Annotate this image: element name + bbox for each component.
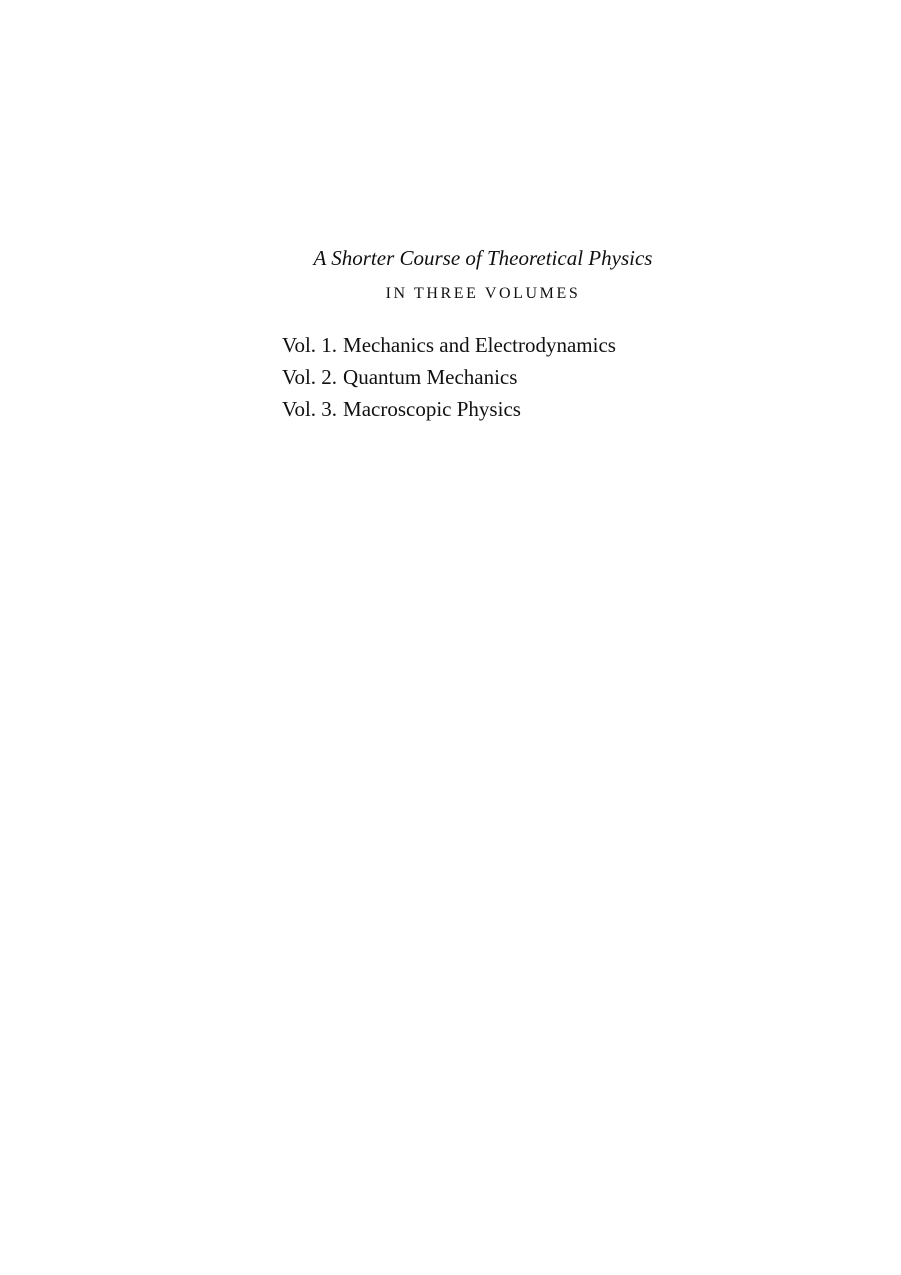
volume-list (282, 329, 616, 425)
volume-item-1 (282, 329, 616, 361)
volume-number: Vol. 3. (282, 397, 338, 421)
volume-number: Vol. 1. (282, 333, 338, 357)
volume-number: Vol. 2. (282, 365, 338, 389)
volume-title: Macroscopic Physics (343, 397, 521, 421)
volume-title: Quantum Mechanics (343, 365, 518, 389)
volume-item-3 (282, 393, 616, 425)
series-title: A Shorter Course of Theoretical Physics (313, 246, 653, 270)
series-subtitle: IN THREE VOLUMES (385, 285, 581, 302)
volume-item-2 (282, 361, 616, 393)
volume-title: Mechanics and Electrodynamics (343, 333, 616, 357)
